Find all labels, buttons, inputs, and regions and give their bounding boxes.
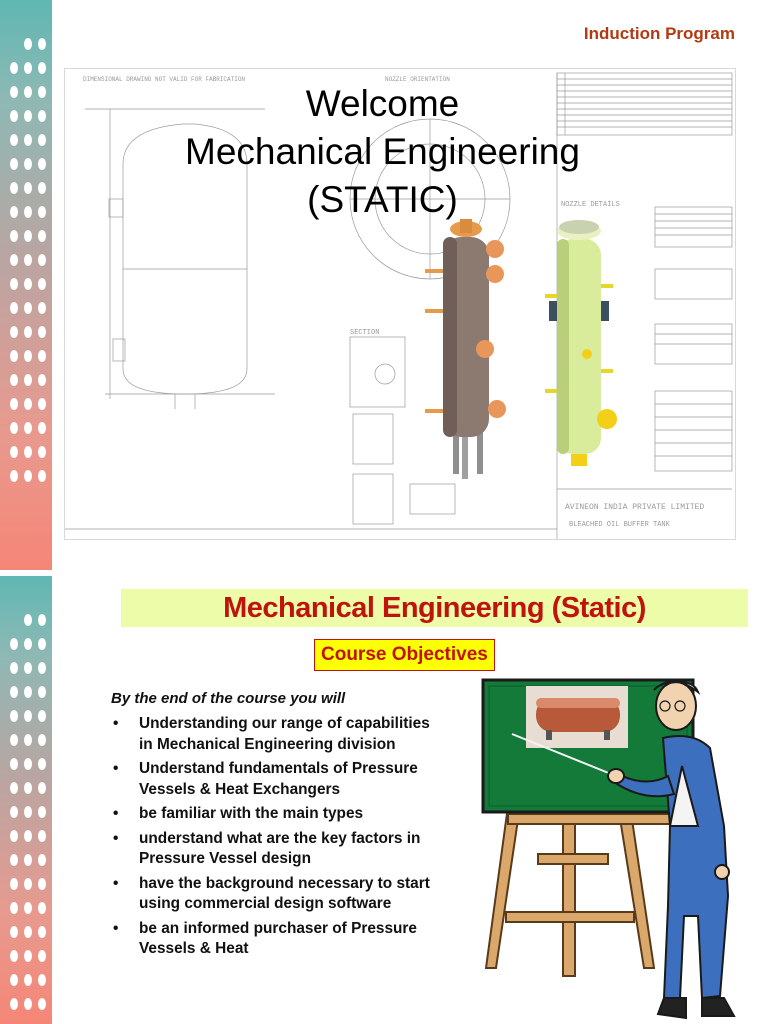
decorative-dot: [38, 422, 46, 434]
decorative-dot: [10, 158, 18, 170]
decorative-dot: [24, 278, 32, 290]
decorative-dot: [38, 710, 46, 722]
decorative-dot: [38, 614, 46, 626]
decorative-dot: [24, 638, 32, 650]
svg-text:BLEACHED OIL BUFFER TANK: BLEACHED OIL BUFFER TANK: [569, 521, 670, 529]
decorative-dot: [10, 446, 18, 458]
decorative-dot: [10, 110, 18, 122]
decorative-dot: [38, 782, 46, 794]
decorative-dot: [38, 326, 46, 338]
objectives-list: [111, 714, 441, 964]
decorative-dot: [38, 350, 46, 362]
decorative-dot: [24, 854, 32, 866]
bullet-icon: •: [113, 715, 119, 732]
decorative-dot: [38, 206, 46, 218]
decorative-dot: [24, 758, 32, 770]
decorative-dot: [38, 974, 46, 986]
welcome-title: [70, 80, 695, 224]
list-item: • be familiar with the main types: [111, 804, 441, 825]
decorative-dot: [24, 614, 32, 626]
decorative-dot: [38, 254, 46, 266]
decorative-dot: [10, 374, 18, 386]
decorative-dot: [24, 878, 32, 890]
title-line-2: (STATIC): [307, 179, 458, 220]
decorative-dot: [24, 830, 32, 842]
decorative-dot: [24, 998, 32, 1010]
decorative-dot: [24, 254, 32, 266]
decorative-dot: [10, 182, 18, 194]
course-objectives-label: Course Objectives: [314, 639, 495, 671]
decorative-dot: [38, 734, 46, 746]
decorative-dot: [24, 350, 32, 362]
decorative-dot: [24, 710, 32, 722]
welcome-text: Welcome: [305, 83, 460, 124]
slide-course-objectives: [0, 576, 768, 1024]
svg-text:AVINEON INDIA PRIVATE LIMITED: AVINEON INDIA PRIVATE LIMITED: [565, 503, 705, 512]
svg-text:DIMENSIONAL DRAWING NOT VALID: DIMENSIONAL DRAWING NOT VALID FOR FABRICATION: [83, 76, 246, 83]
decorative-dot: [24, 446, 32, 458]
decorative-dot: [24, 86, 32, 98]
decorative-dot: [38, 662, 46, 674]
header-induction-program: Induction Program: [583, 24, 735, 43]
decorative-dot: [10, 974, 18, 986]
decorative-dot: [38, 758, 46, 770]
decorative-dot: [10, 326, 18, 338]
decorative-dot: [24, 470, 32, 482]
bullet-icon: •: [113, 829, 119, 847]
decorative-dot: [10, 350, 18, 362]
decorative-dot: [10, 686, 18, 698]
decorative-dot: [10, 950, 18, 962]
decorative-side-strip: [0, 576, 52, 1024]
decorative-side-strip: [0, 0, 52, 570]
decorative-dot: [38, 446, 46, 458]
list-item: • be an informed purchaser of Pressure Vessels & Heat: [113, 919, 417, 957]
bullet-icon: •: [113, 919, 119, 937]
decorative-dot: [38, 398, 46, 410]
decorative-dot: [24, 950, 32, 962]
decorative-dot: [24, 782, 32, 794]
decorative-dot: [24, 110, 32, 122]
intro-text: By the end of the course you will: [111, 690, 346, 707]
decorative-dot: [10, 734, 18, 746]
decorative-dot: [24, 134, 32, 146]
decorative-dot: [38, 902, 46, 914]
decorative-dot: [38, 374, 46, 386]
decorative-dot: [38, 158, 46, 170]
decorative-dot: [38, 278, 46, 290]
decorative-dot: [38, 470, 46, 482]
svg-text:SECTION: SECTION: [350, 329, 380, 337]
section-banner: [121, 589, 748, 627]
decorative-dot: [24, 398, 32, 410]
teacher-at-chalkboard-illustration: [458, 676, 748, 1024]
decorative-dot: [24, 374, 32, 386]
decorative-dot: [38, 926, 46, 938]
list-item: • Understanding our range of capabilities in Mechanical Engineering division: [113, 715, 430, 753]
decorative-dot: [10, 278, 18, 290]
decorative-dot: [10, 710, 18, 722]
decorative-dot: [10, 422, 18, 434]
decorative-dot: [10, 878, 18, 890]
bullet-icon: •: [113, 874, 119, 892]
decorative-dot: [38, 230, 46, 242]
bullet-icon: •: [113, 805, 119, 822]
decorative-dot: [38, 998, 46, 1010]
decorative-dot: [24, 974, 32, 986]
decorative-dot: [38, 830, 46, 842]
decorative-dot: [38, 854, 46, 866]
title-line-1: Mechanical Engineering: [185, 131, 580, 172]
decorative-dot: [38, 302, 46, 314]
decorative-dot: [10, 782, 18, 794]
decorative-dot: [10, 470, 18, 482]
decorative-dot: [24, 902, 32, 914]
decorative-dot: [10, 254, 18, 266]
decorative-dot: [10, 926, 18, 938]
decorative-dot: [38, 110, 46, 122]
banner-title: Mechanical Engineering (Static): [223, 592, 646, 624]
decorative-dot: [10, 302, 18, 314]
decorative-dot: [24, 686, 32, 698]
decorative-dot: [10, 206, 18, 218]
decorative-dot: [38, 38, 46, 50]
svg-text:NOZZLE DETAILS: NOZZLE DETAILS: [561, 201, 620, 209]
decorative-dot: [10, 230, 18, 242]
decorative-dot: [10, 758, 18, 770]
decorative-dot: [10, 662, 18, 674]
svg-text:NOZZLE ORIENTATION: NOZZLE ORIENTATION: [385, 76, 450, 83]
decorative-dot: [10, 806, 18, 818]
decorative-dot: [10, 134, 18, 146]
decorative-dot: [24, 926, 32, 938]
decorative-dot: [10, 398, 18, 410]
decorative-dot: [24, 158, 32, 170]
decorative-dot: [38, 686, 46, 698]
decorative-dot: [24, 62, 32, 74]
decorative-dot: [38, 86, 46, 98]
decorative-dot: [24, 734, 32, 746]
decorative-dot: [24, 326, 32, 338]
decorative-dot: [10, 638, 18, 650]
decorative-dot: [24, 206, 32, 218]
bullet-icon: •: [113, 760, 119, 777]
decorative-dot: [24, 662, 32, 674]
decorative-dot: [38, 950, 46, 962]
decorative-dot: [10, 998, 18, 1010]
list-item: • understand what are the key factors in Pressure Vessel design: [113, 829, 421, 867]
decorative-dot: [24, 806, 32, 818]
decorative-dot: [24, 422, 32, 434]
decorative-dot: [10, 830, 18, 842]
decorative-dot: [38, 134, 46, 146]
decorative-dot: [24, 302, 32, 314]
decorative-dot: [38, 878, 46, 890]
decorative-dot: [10, 902, 18, 914]
list-item: • Understand fundamentals of Pressure Vessels & Heat Exchangers: [113, 760, 418, 798]
decorative-dot: [24, 182, 32, 194]
list-item: • have the background necessary to start using commercial design software: [113, 874, 430, 912]
decorative-dot: [38, 638, 46, 650]
decorative-dot: [24, 230, 32, 242]
decorative-dot: [10, 62, 18, 74]
decorative-dot: [38, 182, 46, 194]
decorative-dot: [24, 38, 32, 50]
decorative-dot: [38, 806, 46, 818]
decorative-dot: [10, 86, 18, 98]
decorative-dot: [10, 854, 18, 866]
decorative-dot: [38, 62, 46, 74]
